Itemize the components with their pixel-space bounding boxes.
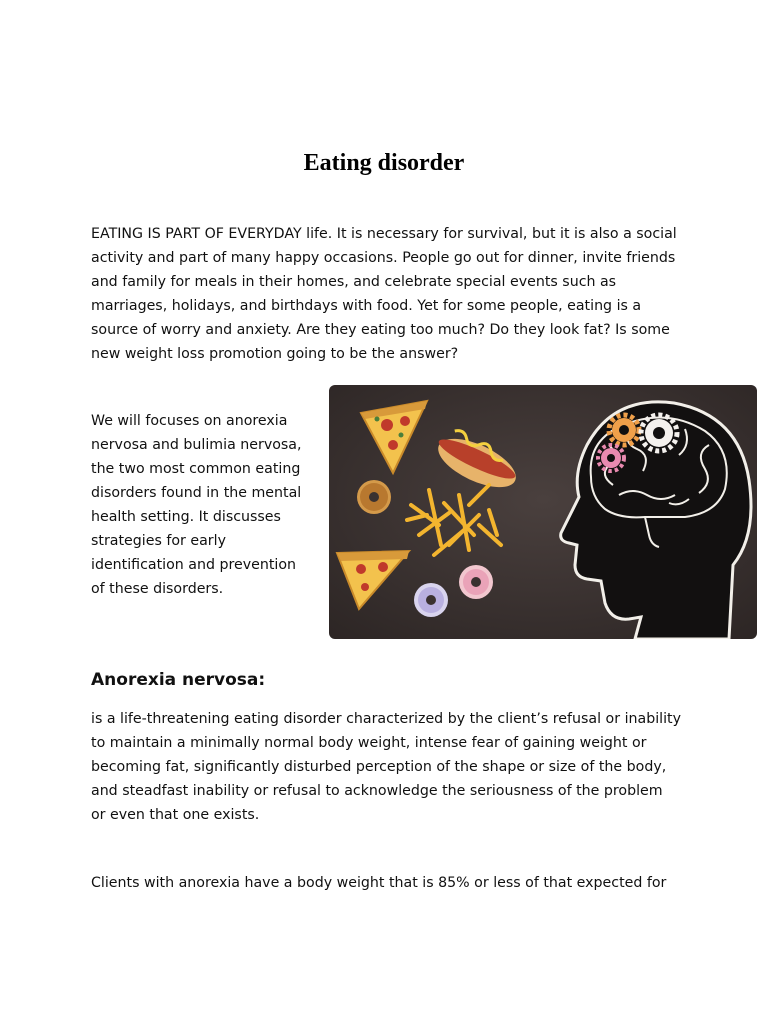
donut-icon [414, 583, 448, 617]
section-heading-anorexia: Anorexia nervosa: [91, 670, 266, 690]
clients-paragraph: Clients with anorexia have a body weight that is 85% or less of that expected for [91, 875, 667, 891]
donut-icon [459, 565, 493, 599]
page-title: Eating disorder [303, 150, 465, 176]
intro-paragraph: EATING IS PART OF EVERYDAY life. It is necessary for survival, but it is also a social activity and part of many happy occasions. People go out for dinner, invite friends and family for meals in their homes, and celebrate special events such as marriages, holidays, and birthdays with food. Yet for some people, eating is a source of worry and anxiety. Are they eating too much? Do they look fat? Is some new weight loss promotion going to be the answer? [91, 226, 677, 362]
donut-icon [357, 480, 391, 514]
food-and-brain-illustration [329, 385, 757, 639]
gear-icon [641, 415, 677, 451]
focus-paragraph: We will focuses on anorexia nervosa and bulimia nervosa, the two most common eating disorders found in the mental health setting. It discusses strategies for early identification and prevention of these disorders. [91, 413, 302, 597]
anorexia-definition-paragraph: is a life-threatening eating disorder characterized by the client’s refusal or inability to maintain a minimally normal body weight, intense fear of gaining weight or becoming fat, significantly disturbed perception of the shape or size of the body, and steadfast inability or refusal to acknowledge the seriousness of the problem or even that one exists. [91, 711, 681, 823]
